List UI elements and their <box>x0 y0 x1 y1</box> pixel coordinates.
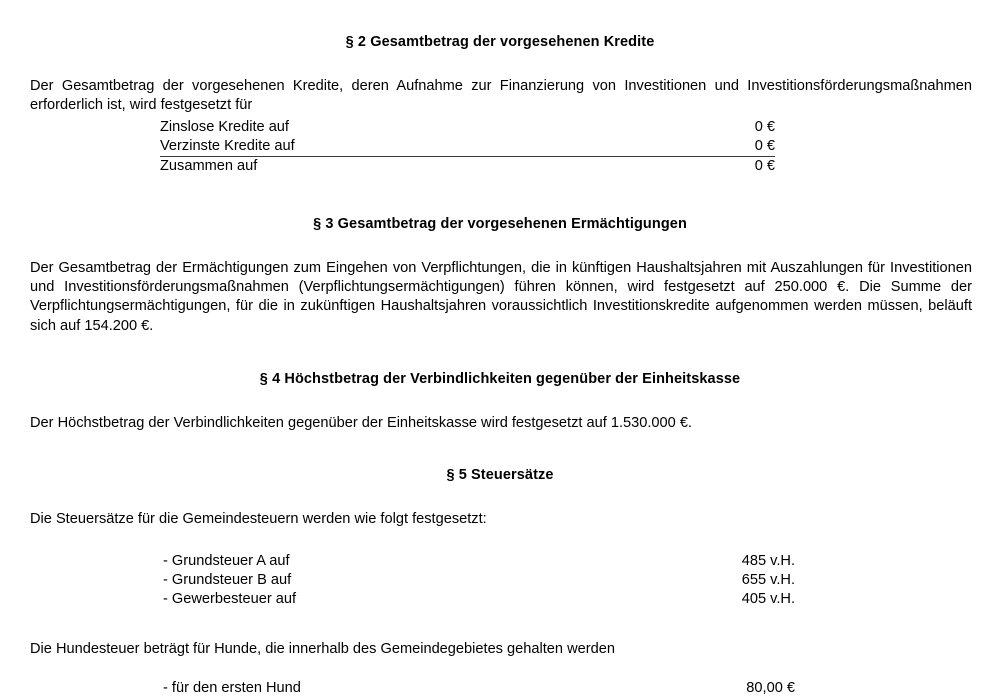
credit-row-label: Zinslose Kredite auf <box>160 118 289 135</box>
tax-rate-value: 485 v.H. <box>741 552 795 569</box>
table-row <box>163 571 795 590</box>
table-row <box>163 590 795 609</box>
table-row <box>163 679 795 698</box>
spacer <box>30 659 972 679</box>
section-2-intro-paragraph: Der Gesamtbetrag der vorgesehenen Kredite, deren Aufnahme zur Finanzierung von Investitionen und Investitionsförderungsmaßnahmen erforderlich ist, wird festgesetzt für <box>30 78 972 114</box>
dog-tax-rates-table <box>163 679 795 698</box>
spacer <box>30 336 972 370</box>
section-heading-paragraph-2: § 2 Gesamtbetrag der vorgesehenen Kredite <box>345 34 655 50</box>
credit-total-label: Zusammen auf <box>160 158 258 175</box>
credit-total-value: 0 € <box>754 158 775 175</box>
tax-rate-label: - Grundsteuer B auf <box>163 572 292 589</box>
spacer <box>30 388 972 414</box>
dog-tax-intro-paragraph: Die Hundesteuer beträgt für Hunde, die innerhalb des Gemeindegebietes gehalten werden <box>30 640 615 657</box>
tax-rate-value: 405 v.H. <box>741 591 795 608</box>
section-3-body-paragraph: Der Gesamtbetrag der Ermächtigungen zum Eingehen von Verpflichtungen, die in künftigen Haushaltsjahren mit Auszahlungen für Investitionen und Investitionsförderungsmaßnahmen (Verpflichtungsermächtigungen) führen können, wird festgesetzt auf 250.000 €. Die Summe der Verpflichtungsermächtigungen, für die in zukünftigen Haushaltsjahren voraussichtlich Investitionskredite aufgenommen werden müssen, beläuft sich auf 154.200 €. <box>30 259 972 334</box>
spacer <box>30 433 972 466</box>
table-row-total <box>160 157 775 177</box>
section-heading-paragraph-3: § 3 Gesamtbetrag der vorgesehenen Ermächtigungen <box>313 215 687 232</box>
spacer <box>30 610 972 640</box>
top-spacer <box>30 0 972 33</box>
dog-tax-value: 80,00 € <box>746 679 795 696</box>
credit-row-value: 0 € <box>694 137 775 157</box>
table-row <box>160 137 775 157</box>
table-row <box>160 118 775 137</box>
spacer <box>30 51 972 77</box>
section-heading-paragraph-5: § 5 Steuersätze <box>446 467 554 484</box>
spacer <box>30 484 972 510</box>
dog-tax-label: - für den ersten Hund <box>163 679 301 696</box>
table-row <box>163 552 795 571</box>
section-5-intro-paragraph: Die Steuersätze für die Gemeindesteuern werden wie folgt festgesetzt: <box>30 511 487 528</box>
tax-rate-label: - Gewerbesteuer auf <box>163 591 297 608</box>
tax-rate-value: 655 v.H. <box>741 572 795 589</box>
tax-rates-table <box>163 552 795 610</box>
credit-amounts-table <box>160 118 775 177</box>
credit-row-label: Verzinste Kredite auf <box>160 137 694 157</box>
spacer <box>30 530 972 552</box>
section-4-body-paragraph: Der Höchstbetrag der Verbindlichkeiten gegenüber der Einheitskasse wird festgesetzt auf 1.530.000 €. <box>30 415 692 432</box>
spacer <box>30 177 972 215</box>
credit-row-value: 0 € <box>754 118 775 135</box>
section-heading-paragraph-4: § 4 Höchstbetrag der Verbindlichkeiten gegenüber der Einheitskasse <box>259 370 741 387</box>
tax-rate-label: - Grundsteuer A auf <box>163 552 290 569</box>
spacer <box>30 233 972 259</box>
